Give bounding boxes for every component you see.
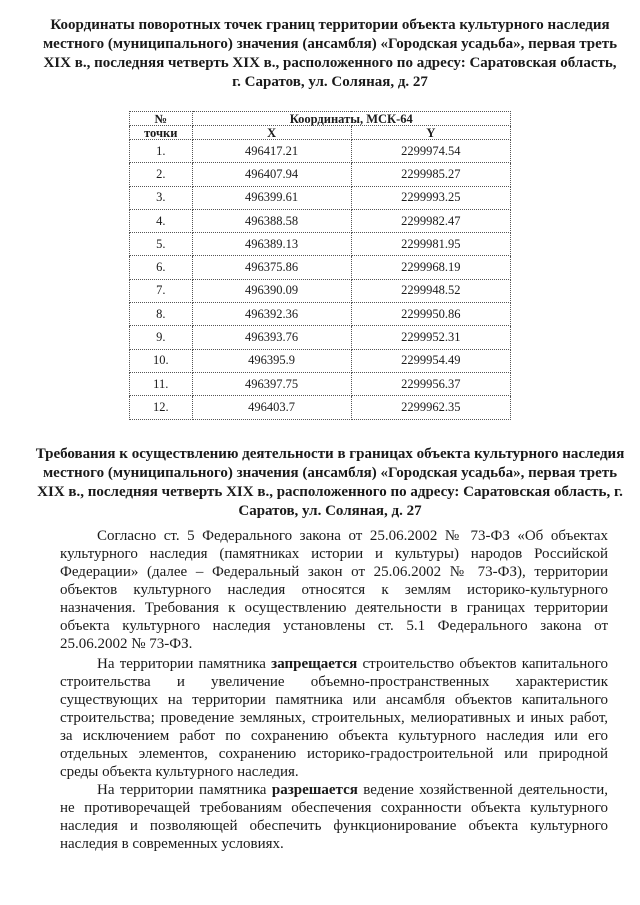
y-coordinate-cell: 2299982.47 (351, 209, 510, 232)
y-coordinate-cell: 2299948.52 (351, 279, 510, 302)
x-coordinate-cell: 496399.61 (192, 186, 351, 209)
coordinates-table-body (130, 140, 511, 420)
table-row (130, 140, 511, 163)
table-row (130, 163, 511, 186)
permitted-intro-text: На территории памятника (97, 782, 272, 798)
prohibited-intro-text: На территории памятника (97, 656, 272, 672)
x-coordinate-cell: 496393.76 (192, 326, 351, 349)
point-number-cell: 5. (130, 233, 193, 256)
table-row (130, 303, 511, 326)
x-coordinate-cell: 496392.36 (192, 303, 351, 326)
x-coordinate-cell: 496388.58 (192, 209, 351, 232)
point-number-cell: 1. (130, 140, 193, 163)
x-coordinate-cell: 496390.09 (192, 279, 351, 302)
y-coordinate-cell: 2299954.49 (351, 349, 510, 372)
point-number-cell: 9. (130, 326, 193, 349)
y-coordinate-cell: 2299981.95 (351, 233, 510, 256)
y-coordinate-cell: 2299985.27 (351, 163, 510, 186)
prohibited-details-text: строительство объектов капитального строительства и увеличение объемно-пространственных характеристик существующих на территории памятника или ансамбля объектов капитального строительства; проведение земляных, строительных, мелиоративных и иных работ, за исключением работ по сохранению объекта культурного наследия или его отдельных элементов, сохранению историко-градостроительной или природной среды объекта культурного наследия. (60, 656, 608, 780)
table-row (130, 372, 511, 395)
permitted-keyword: разрешается (271, 782, 358, 798)
table-row (130, 326, 511, 349)
y-coordinate-cell: 2299962.35 (351, 396, 510, 419)
legal-basis-paragraph: Согласно ст. 5 Федерального закона от 25.06.2002 № 73-ФЗ «Об объектах культурного наследия (памятниках истории и культуры) народов Российской Федерации» (далее – Федеральный закон от 25.06.2002 № 73-ФЗ), территории объектов культурного наследия относятся к землям историко-культурного назначения. Требования к осуществлению деятельности в границах территории объекта культурного наследия установлены ст. 5.1 Федерального закона от 25.06.2002 № 73-ФЗ. (60, 528, 608, 652)
requirements-heading: Требования к осуществлению деятельности в границах объекта культурного наследия местного (муниципального) значения (ансамбля) «Городская усадьба», первая треть XIX в., последняя четверть XIX в., расположенного по адресу: Саратовская область, г. Саратов, ул. Соляная, д. 27 (35, 446, 625, 519)
x-coordinate-cell: 496397.75 (192, 372, 351, 395)
y-coordinate-cell: 2299952.31 (351, 326, 510, 349)
prohibited-activities-paragraph (60, 655, 608, 781)
point-number-cell: 11. (130, 372, 193, 395)
prohibited-keyword: запрещается (271, 656, 358, 672)
x-coordinate-cell: 496403.7 (192, 396, 351, 419)
x-coordinate-cell: 496389.13 (192, 233, 351, 256)
table-row (130, 209, 511, 232)
table-row (130, 186, 511, 209)
y-coordinate-cell: 2299968.19 (351, 256, 510, 279)
coordinates-table (129, 111, 511, 420)
permitted-details-text: ведение хозяйственной деятельности, не противоречащей требованиям обеспечения сохранности объекта культурного наследия и позволяющей обеспечить функционирование объекта культурного наследия в современных условиях. (60, 782, 608, 852)
table-row (130, 396, 511, 419)
table-row (130, 233, 511, 256)
point-number-cell: 3. (130, 186, 193, 209)
point-number-cell: 7. (130, 279, 193, 302)
point-number-header-1: № (130, 112, 193, 126)
y-coordinate-cell: 2299950.86 (351, 303, 510, 326)
point-number-cell: 6. (130, 256, 193, 279)
point-number-cell: 8. (130, 303, 193, 326)
coordinates-heading: Координаты поворотных точек границ территории объекта культурного наследия местного (муниципального) значения (ансамбля) «Городская усадьба», первая треть XIX в., последняя четверть XIX в., расположенного по адресу: Саратовская область, г. Саратов, ул. Соляная, д. 27 (42, 17, 618, 90)
point-number-cell: 4. (130, 209, 193, 232)
table-row (130, 279, 511, 302)
point-number-cell: 10. (130, 349, 193, 372)
table-row (130, 349, 511, 372)
point-number-cell: 12. (130, 396, 193, 419)
coordinates-system-header: Координаты, МСК-64 (192, 112, 511, 126)
permitted-activities-paragraph (60, 781, 608, 853)
y-coordinate-cell: 2299993.25 (351, 186, 510, 209)
y-coordinate-cell: 2299956.37 (351, 372, 510, 395)
y-column-header: Y (351, 126, 510, 140)
x-column-header: X (192, 126, 351, 140)
x-coordinate-cell: 496395.9 (192, 349, 351, 372)
table-row (130, 256, 511, 279)
point-number-cell: 2. (130, 163, 193, 186)
x-coordinate-cell: 496375.86 (192, 256, 351, 279)
x-coordinate-cell: 496407.94 (192, 163, 351, 186)
point-number-header-2: точки (130, 126, 193, 140)
x-coordinate-cell: 496417.21 (192, 140, 351, 163)
y-coordinate-cell: 2299974.54 (351, 140, 510, 163)
